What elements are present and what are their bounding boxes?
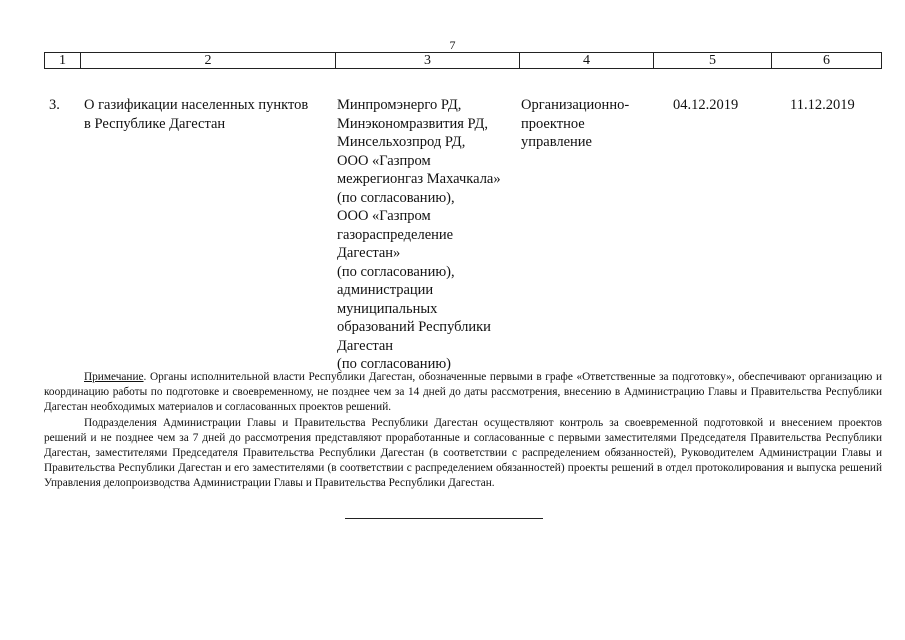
row-form: Организационно- проектное управление xyxy=(521,97,630,150)
column-number-1: 1 xyxy=(45,53,81,69)
column-number-4: 4 xyxy=(520,53,654,69)
column-number-6: 6 xyxy=(772,53,882,69)
row-responsible: Минпромэнерго РД, Минэкономразвития РД, Минсельхозпрод РД, ООО «Газпром межрегионгаз Махачкала» (по согласованию), ООО «Газпром газораспределение Дагестан» (по согласованию), администрации муниципальных образований Республики Дагестан (по согласованию) xyxy=(337,97,501,372)
page-number: 7 xyxy=(449,38,456,52)
row-topic: О газификации населенных пунктов в Республике Дагестан xyxy=(84,97,309,132)
note-paragraph-1-text: . Органы исполнительной власти Республики Дагестан, обозначенные первыми в графе «Ответственные за подготовку», обеспечивают организацию и координацию работы по подготовке и своевременному, не позднее чем за 14 дней до даты рассмотрения, внесению в Администрацию Главы и Правительства Республики Дагестан необходимых материалов и согласованных проектов решений. xyxy=(44,371,882,414)
column-number-5: 5 xyxy=(654,53,772,69)
notes-section xyxy=(44,370,882,492)
note-label: Примечание xyxy=(84,371,144,383)
column-number-row xyxy=(44,52,882,69)
column-number-2: 2 xyxy=(81,53,336,69)
note-paragraph-1 xyxy=(44,370,882,416)
column-number-3: 3 xyxy=(336,53,520,69)
note-paragraph-2: Подразделения Администрации Главы и Правительства Республики Дагестан осуществляют контроль за своевременной подготовкой и внесением проектов решений и не позднее чем за 7 дней до рассмотрения представляют проработанные и согласованные с первыми заместителями Председателя Правительства Республики Дагестан, заместителями Председателя Правительства Республики Дагестан (в соответствии с распределением обязанностей), Руководителем Администрации Главы и Правительства Республики Дагестан и его заместителями (в соответствии с распределением обязанностей) проекты решений в отдел протоколирования и выпуска решений Управления делопроизводства Администрации Главы и Правительства Республики Дагестан. xyxy=(44,416,882,490)
row-date-1: 04.12.2019 xyxy=(673,97,739,113)
end-rule xyxy=(345,518,543,519)
row-number: 3. xyxy=(49,97,60,113)
row-date-2: 11.12.2019 xyxy=(790,97,855,113)
